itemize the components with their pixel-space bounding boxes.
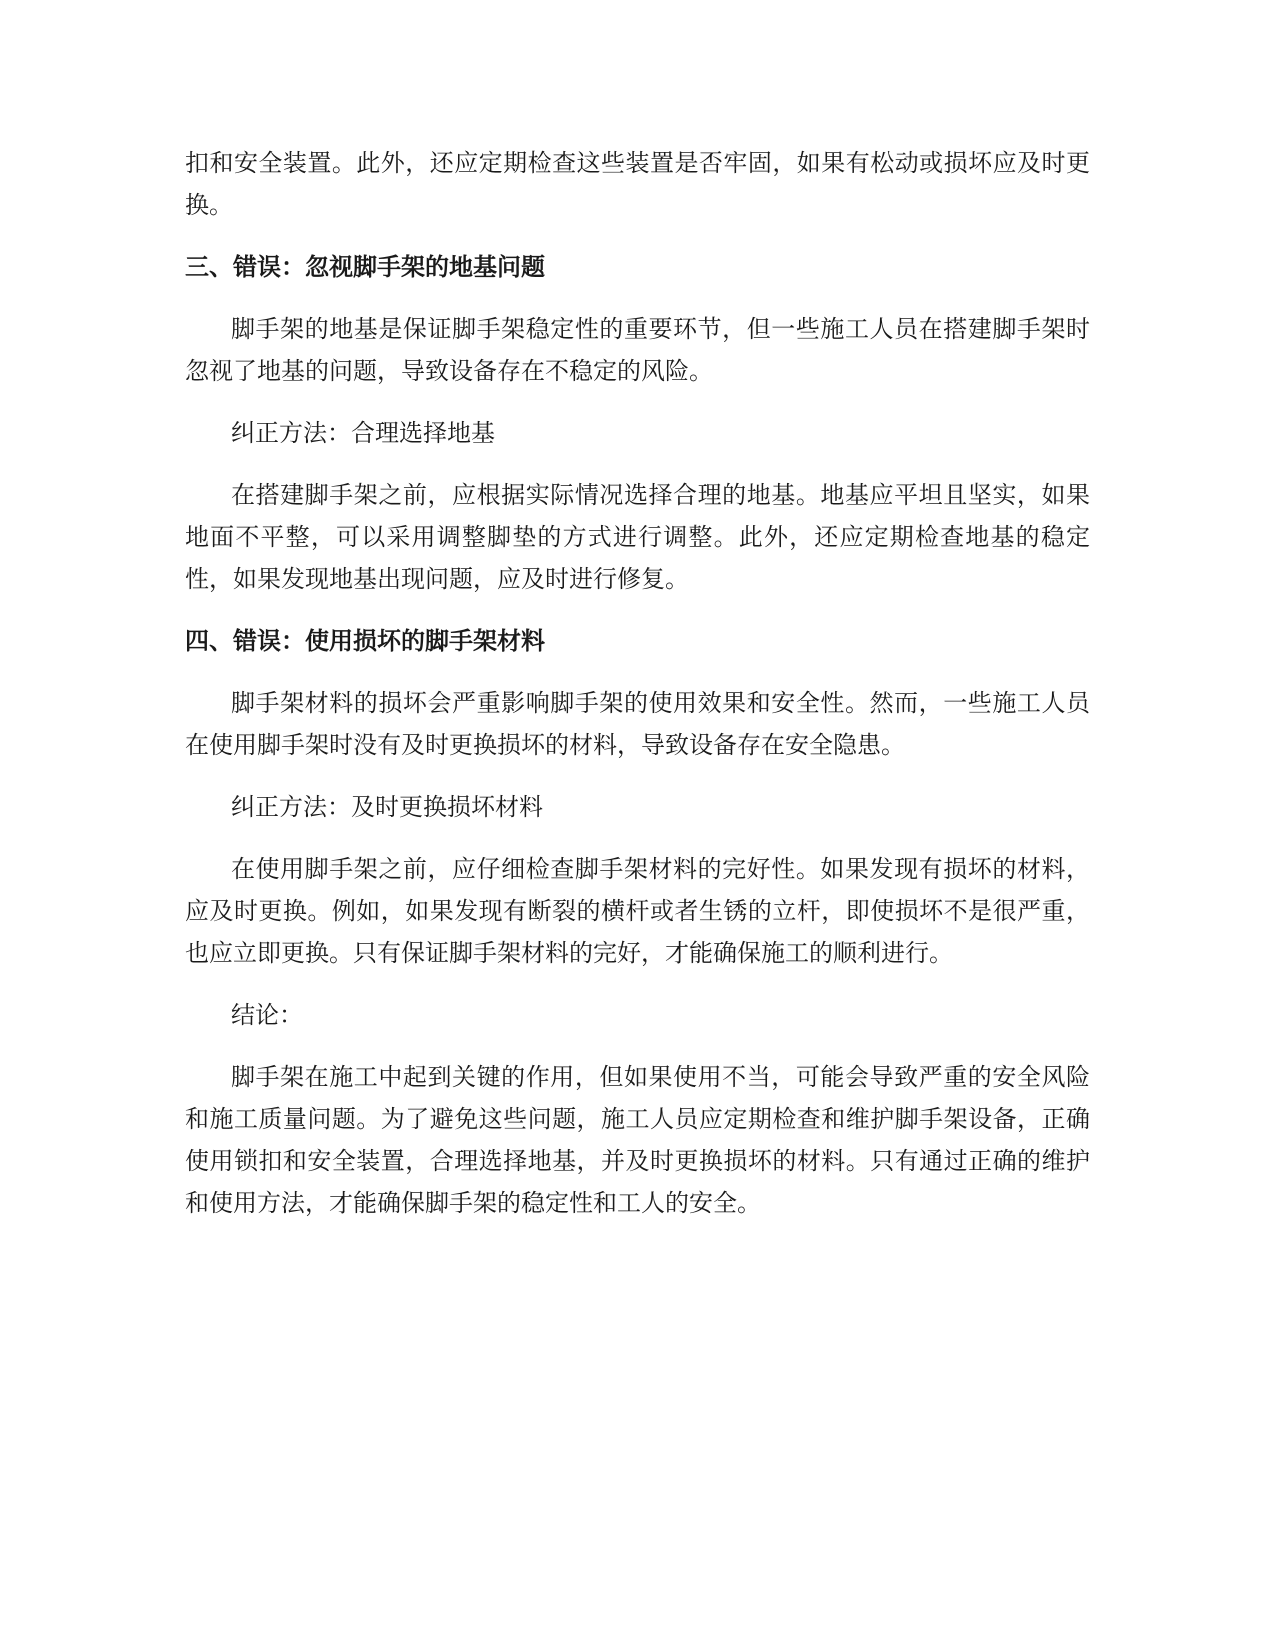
conclusion-label: 结论：	[231, 1001, 303, 1029]
document-page	[185, 142, 1090, 1244]
paragraph-damaged-material-problem: 脚手架材料的损坏会严重影响脚手架的使用效果和安全性。然而，一些施工人员在使用脚手架时没有及时更换损坏的材料，导致设备存在安全隐患。	[185, 689, 1090, 759]
paragraph-continuation: 扣和安全装置。此外，还应定期检查这些装置是否牢固，如果有松动或损坏应及时更换。	[185, 149, 1090, 219]
paragraph-material-solution: 在使用脚手架之前，应仔细检查脚手架材料的完好性。如果发现有损坏的材料，应及时更换。例如，如果发现有断裂的横杆或者生锈的立杆，即使损坏不是很严重，也应立即更换。只有保证脚手架材料的完好，才能确保施工的顺利进行。	[185, 855, 1090, 967]
section-heading-3: 三、错误：忽视脚手架的地基问题	[185, 253, 545, 281]
correction-method-foundation: 纠正方法：合理选择地基	[231, 419, 495, 447]
correction-method-material: 纠正方法：及时更换损坏材料	[231, 793, 543, 821]
paragraph-foundation-solution: 在搭建脚手架之前，应根据实际情况选择合理的地基。地基应平坦且坚实，如果地面不平整，可以采用调整脚垫的方式进行调整。此外，还应定期检查地基的稳定性，如果发现地基出现问题，应及时进行修复。	[185, 481, 1090, 593]
section-heading-4: 四、错误：使用损坏的脚手架材料	[185, 627, 545, 655]
paragraph-conclusion: 脚手架在施工中起到关键的作用，但如果使用不当，可能会导致严重的安全风险和施工质量问题。为了避免这些问题，施工人员应定期检查和维护脚手架设备，正确使用锁扣和安全装置，合理选择地基，并及时更换损坏的材料。只有通过正确的维护和使用方法，才能确保脚手架的稳定性和工人的安全。	[185, 1063, 1090, 1217]
paragraph-foundation-problem: 脚手架的地基是保证脚手架稳定性的重要环节，但一些施工人员在搭建脚手架时忽视了地基的问题，导致设备存在不稳定的风险。	[185, 315, 1090, 385]
